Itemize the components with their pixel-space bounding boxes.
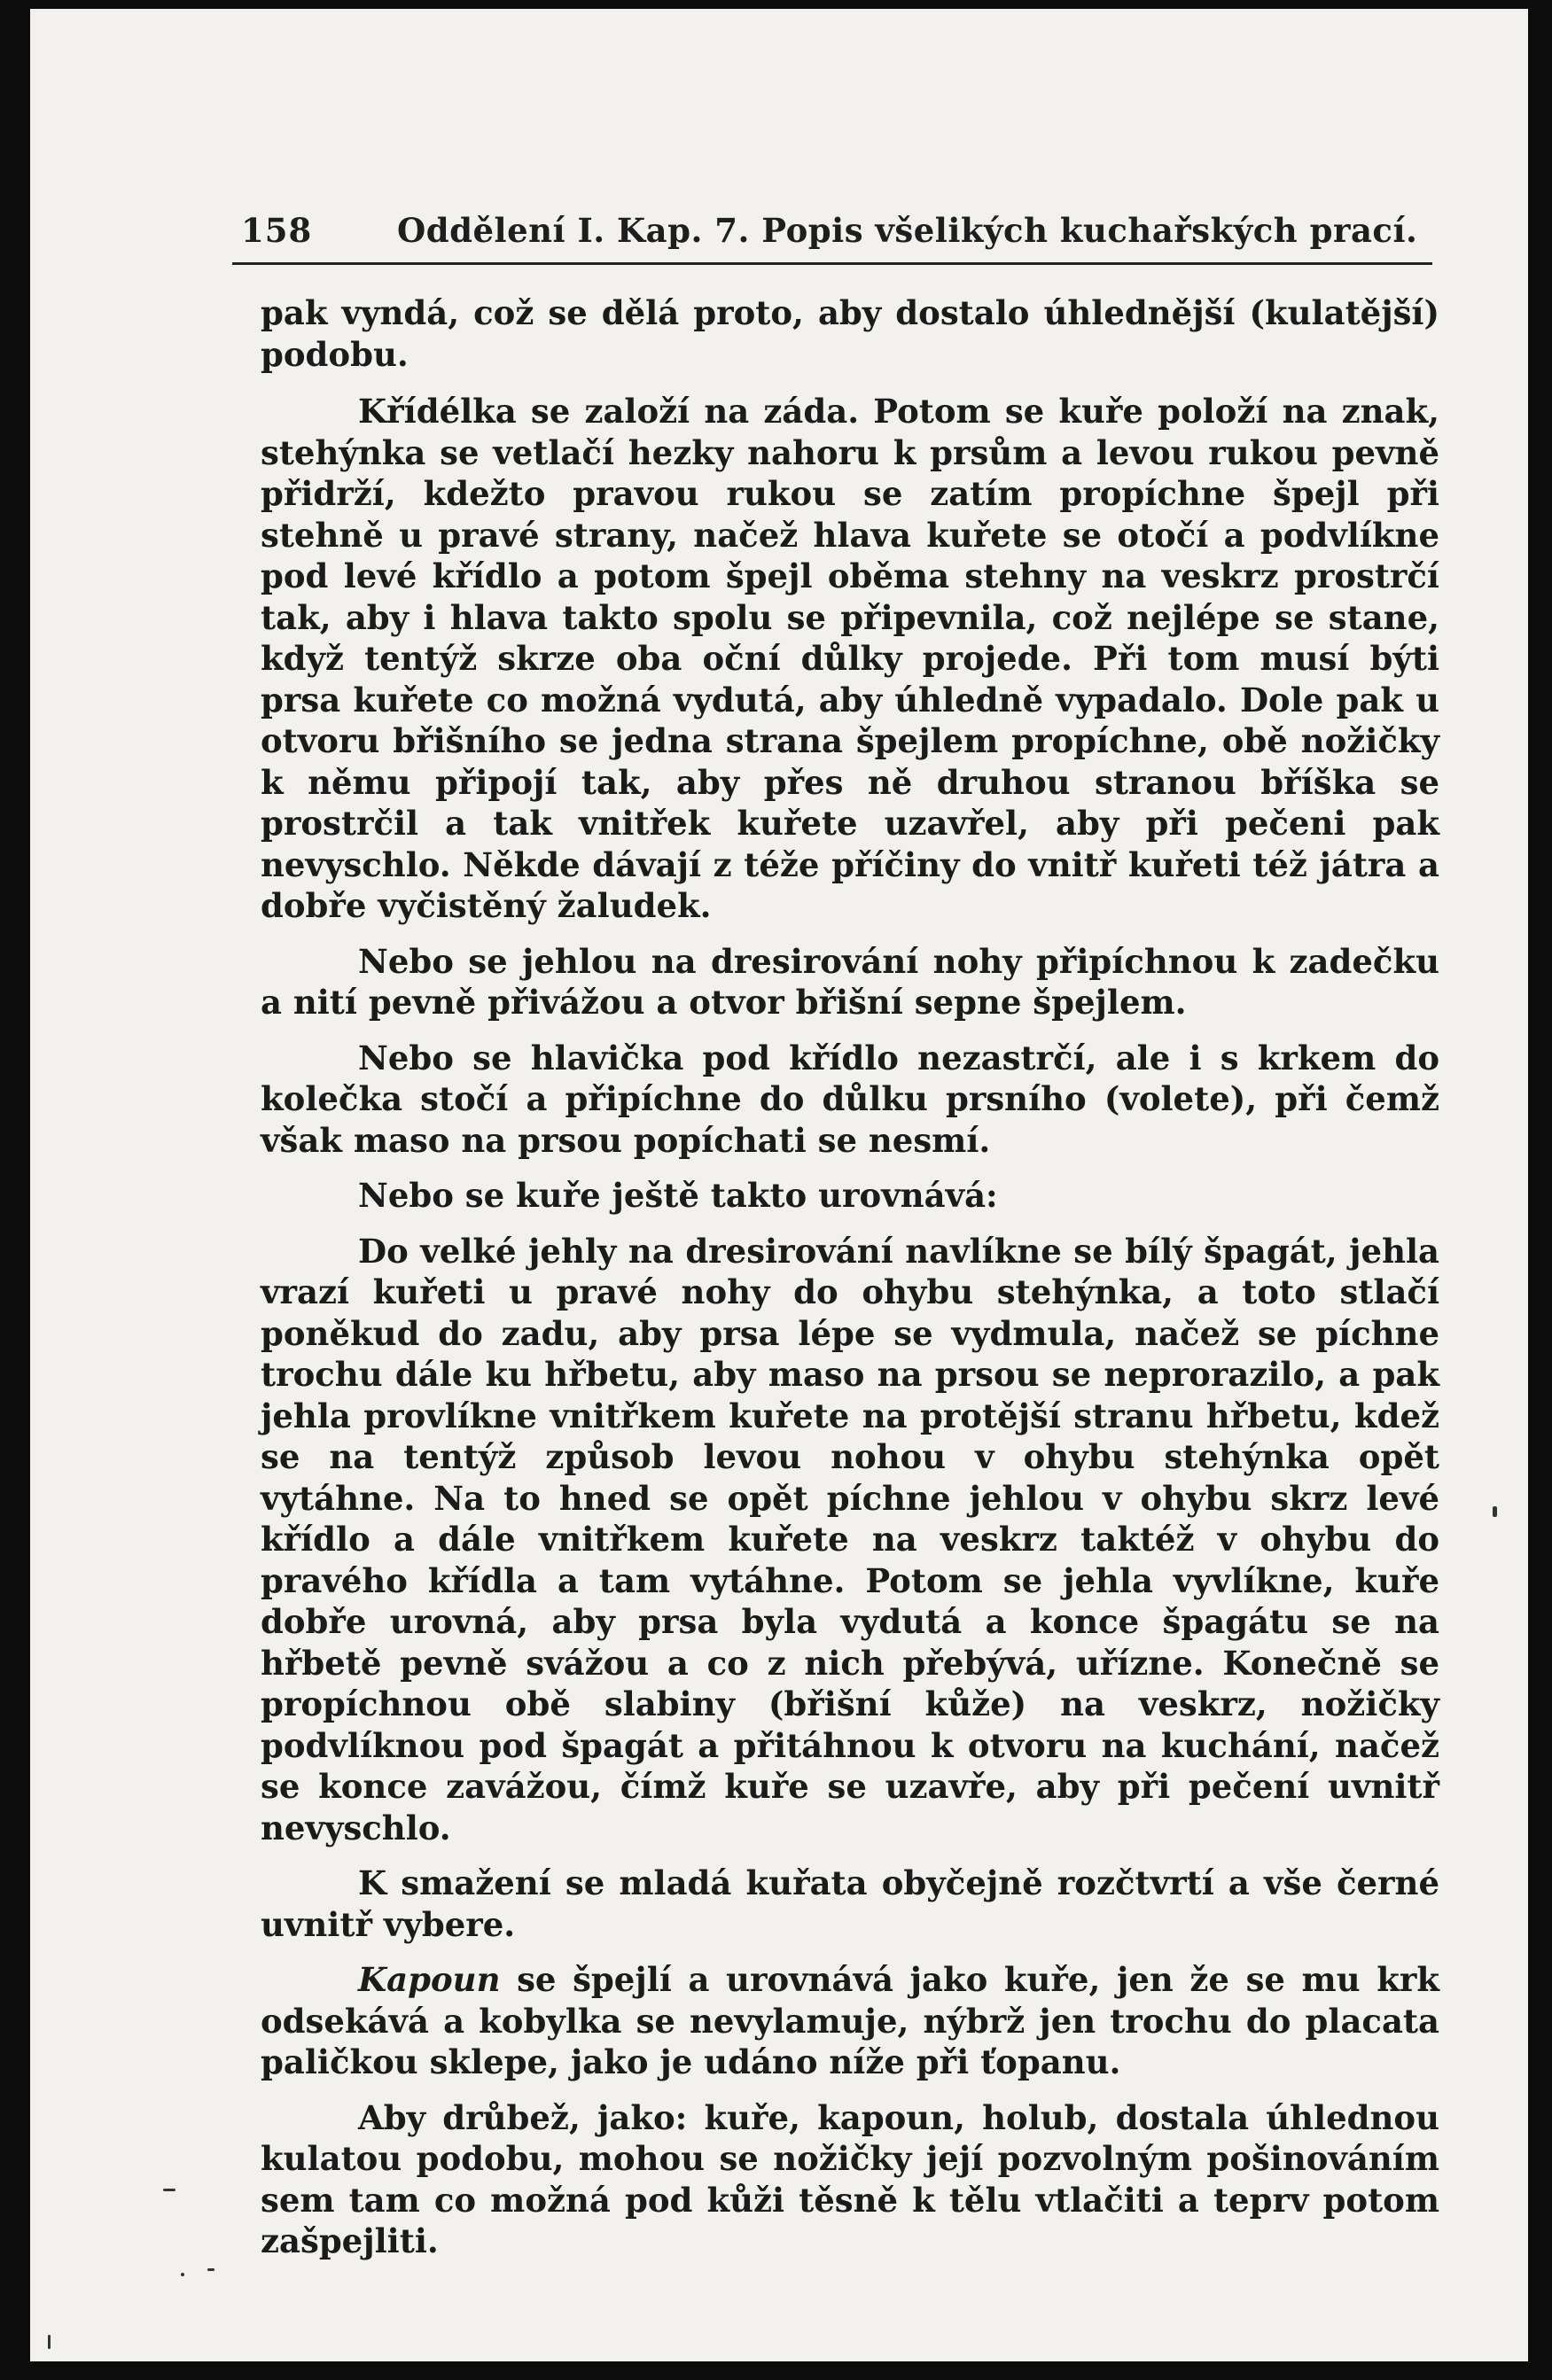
paragraph-capon	[261, 1959, 1439, 2083]
book-page	[30, 9, 1528, 2361]
paragraph-poultry-shape: Aby drůbež, jako: kuře, kapoun, holub, dostala úhlednou kulatou podobu, mohou se nožičky její pozvolným pošinováním sem tam co možná pod kůži těsně k tělu vtlačiti a teprv potom zašpejliti.	[261, 2097, 1439, 2260]
paragraph-another-method: Nebo se kuře ještě takto urovnává:	[358, 1176, 998, 1215]
page-body	[261, 292, 1439, 2276]
running-title: Oddělení I. Kap. 7. Popis všelikých kuchařských prací.	[397, 211, 1418, 250]
paragraph-head-curl: Nebo se hlavička pod křídlo nezastrčí, ale i s krkem do kolečka stočí a připíchne do důlku prsního (volete), při čemž však maso na prsou popíchati se nesmí.	[261, 1038, 1439, 1160]
paragraph-needle-legs: Nebo se jehlou na dresirování nohy připíchnou k zadečku a nití pevně přivážou a otvor břišní sepne špejlem.	[261, 941, 1439, 1022]
page-number: 158	[241, 211, 313, 250]
scan-speck	[48, 2335, 51, 2349]
scan-speck	[163, 2189, 175, 2191]
scan-speck	[181, 2273, 184, 2276]
capon-term: Kapoun	[358, 1960, 501, 1999]
scan-speck	[1493, 1506, 1497, 1517]
paragraph-frying: K smažení se mladá kuřata obyčejně rozčtvrtí a vše černé uvnitř vybere.	[261, 1863, 1439, 1944]
paragraph-continuation: pak vyndá, což se dělá proto, aby dostalo úhlednější (kulatější) podobu.	[261, 293, 1439, 374]
paragraph-wings: Křídélka se založí na záda. Potom se kuře položí na znak, stehýnka se vetlačí hezky nahoru k prsům a levou rukou pevně přidrží, kdežto pravou rukou se zatím propíchne špejl při stehně u pravé strany, načež hlava kuřete se otočí a podvlíkne pod levé křídlo a potom špejl oběma stehny na veskrz prostrčí tak, aby i hlava takto spolu se připevnila, což nejlépe se stane, když tentýž skrze oba oční důlky projede. Při tom musí býti prsa kuřete co možná vydutá, aby úhledně vypadalo. Dole pak u otvoru břišního se jedna strana špejlem propíchne, obě nožičky k němu připojí tak, aby přes ně druhou stranou bříška se prostrčil a tak vnitřek kuřete uzavřel, aby při pečeni pak nevyschlo. Někde dávají z téže příčiny do vnitř kuřeti též játra a dobře vyčistěný žaludek.	[261, 392, 1439, 925]
page-header	[232, 209, 1432, 265]
capon-text: se špejlí a urovnává jako kuře, jen že se mu krk odsekává a kobylka se nevylamuje, nýbrž jen trochu do placata paličkou sklepe, jako je udáno níže při ťopanu.	[261, 1960, 1439, 2081]
scan-speck	[207, 2268, 214, 2271]
paragraph-trussing-needle: Do velké jehly na dresirování navlíkne se bílý špagát, jehla vrazí kuřeti u pravé nohy do ohybu stehýnka, a toto stlačí poněkud do zadu, aby prsa lépe se vydmula, načež se píchne trochu dále ku hřbetu, aby maso na prsou se neprorazilo, a pak jehla provlíkne vnitřkem kuřete na protější stranu hřbetu, kdež se na tentýž způsob levou nohou v ohybu stehýnka opět vytáhne. Na to hned se opět píchne jehlou v ohybu skrz levé křídlo a dále vnitřkem kuřete na veskrz taktéž v ohybu do pravého křídla a tam vytáhne. Potom se jehla vyvlíkne, kuře dobře urovná, aby prsa byla vydutá a konce špagátu se na hřbetě pevně svážou a co z nich přebývá, uřízne. Konečně se propíchnou obě slabiny (břišní kůže) na veskrz, nožičky podvlíknou pod špagát a přitáhnou k otvoru na kuchání, načež se konce zavážou, čímž kuře se uzavře, aby při pečení uvnitř nevyschlo.	[261, 1231, 1439, 1847]
